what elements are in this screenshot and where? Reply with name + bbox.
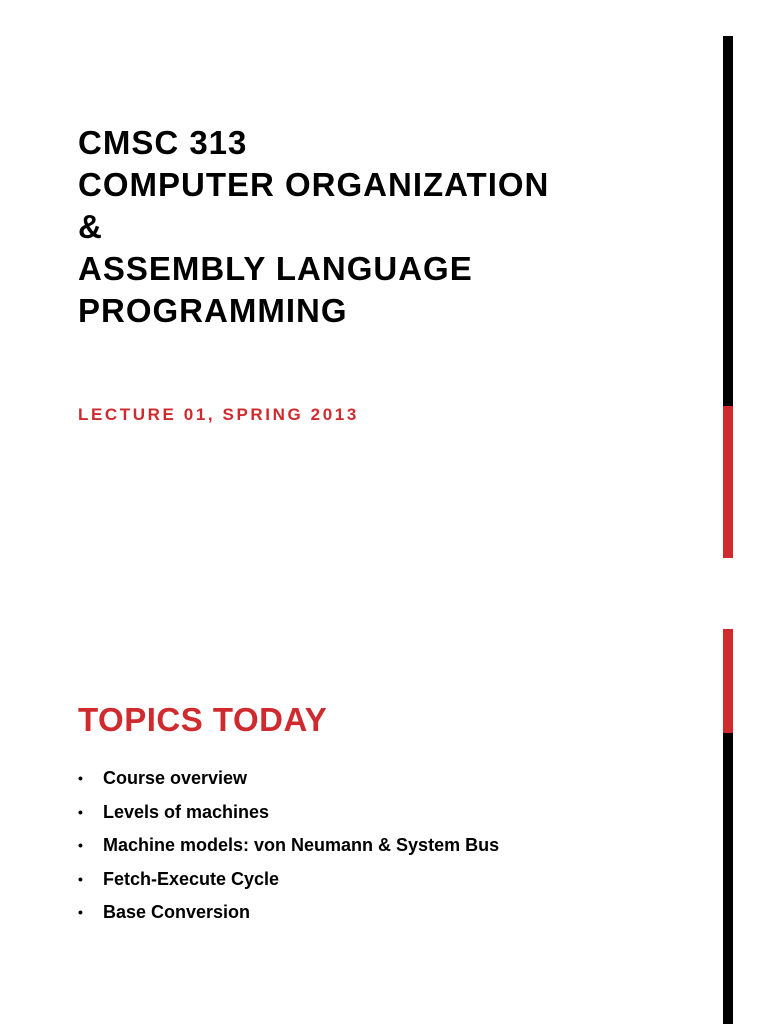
list-item (78, 900, 499, 934)
slide-accent-bar-black (723, 733, 733, 1024)
bullet-icon: • (78, 904, 83, 921)
slide-accent-bar-black (723, 36, 733, 406)
list-item-text: Course overview (103, 768, 248, 788)
course-title (78, 122, 698, 332)
list-item (78, 766, 499, 800)
list-item (78, 800, 499, 834)
bullet-icon: • (78, 770, 83, 786)
list-item-text: Base Conversion (103, 902, 251, 923)
bullet-icon: • (78, 803, 83, 820)
topics-list (78, 766, 499, 934)
list-item (78, 833, 499, 867)
course-title-line: ASSEMBLY LANGUAGE (78, 250, 473, 287)
topics-slide (0, 580, 768, 1024)
list-item-text: Fetch-Execute Cycle (103, 868, 280, 889)
bullet-icon: • (78, 870, 83, 887)
lecture-subtitle: LECTURE 01, SPRING 2013 (78, 405, 359, 424)
section-heading: TOPICS TODAY (78, 701, 328, 738)
list-item (78, 867, 499, 901)
course-title-line: COMPUTER ORGANIZATION (78, 166, 550, 203)
list-item-text: Machine models: von Neumann & System Bus (103, 835, 500, 856)
list-item-text: Levels of machines (103, 801, 270, 822)
slide-accent-bar-red (723, 629, 733, 733)
course-title-line: & (78, 208, 103, 245)
slide-accent-bar-red (723, 406, 733, 558)
course-title-line: PROGRAMMING (78, 292, 348, 329)
course-title-line: CMSC 313 (78, 124, 248, 161)
bullet-icon: • (78, 837, 83, 854)
